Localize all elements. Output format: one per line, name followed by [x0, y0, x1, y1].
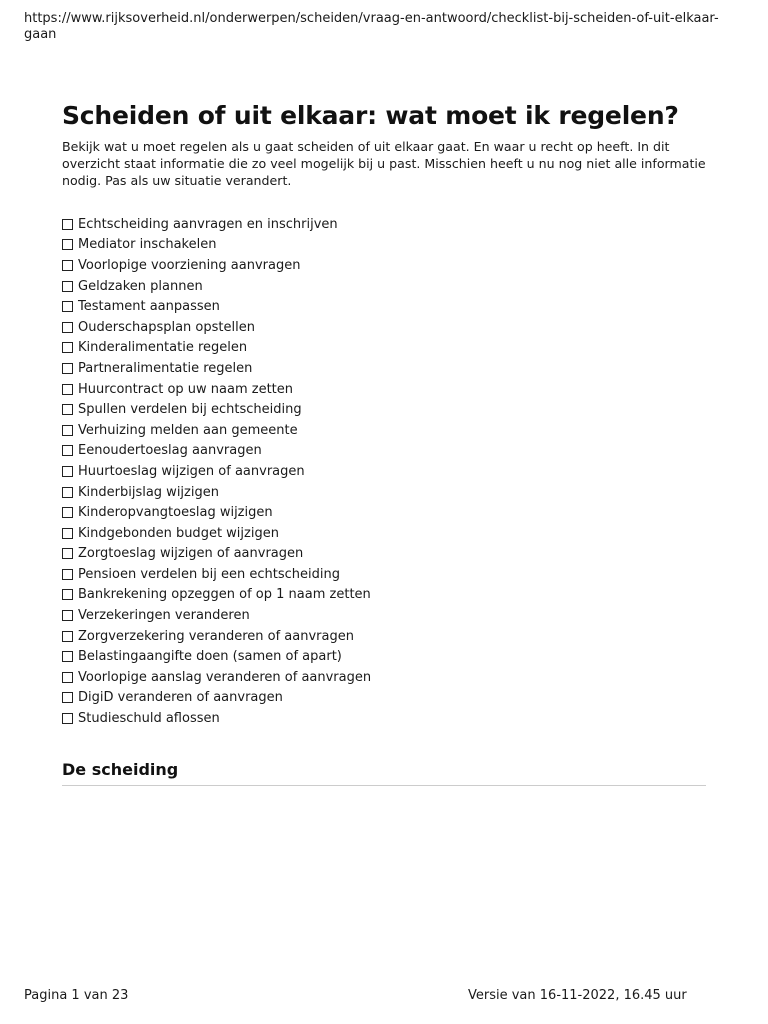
checklist-item-label: Studieschuld aflossen	[78, 711, 220, 727]
checklist-item-label: Eenoudertoeslag aanvragen	[78, 443, 262, 459]
checkbox-icon[interactable]	[62, 301, 73, 312]
checkbox-icon[interactable]	[62, 425, 73, 436]
checklist-item[interactable]	[62, 296, 706, 317]
checkbox-icon[interactable]	[62, 610, 73, 621]
checklist-item-label: Mediator inschakelen	[78, 237, 217, 253]
page-url: https://www.rijksoverheid.nl/onderwerpen/scheiden/vraag-en-antwoord/checklist-bij-scheiden-of-uit-elkaar-gaan	[24, 11, 719, 42]
checkbox-icon[interactable]	[62, 363, 73, 374]
checklist-item[interactable]	[62, 317, 706, 338]
checklist-item-label: Huurtoeslag wijzigen of aanvragen	[78, 463, 305, 479]
checkbox-icon[interactable]	[62, 281, 73, 292]
checklist-item-label: Geldzaken plannen	[78, 278, 203, 294]
page-title: Scheiden of uit elkaar: wat moet ik regelen?	[62, 101, 679, 130]
checklist-item[interactable]	[62, 235, 706, 256]
checklist-item[interactable]	[62, 605, 706, 626]
checkbox-icon[interactable]	[62, 322, 73, 333]
section-heading: De scheiding	[62, 759, 706, 786]
checklist-item-label: Kindgebonden budget wijzigen	[78, 525, 279, 541]
checklist-item[interactable]	[62, 688, 706, 709]
checklist-item[interactable]	[62, 523, 706, 544]
checkbox-icon[interactable]	[62, 589, 73, 600]
checklist-item-label: Partneralimentatie regelen	[78, 360, 253, 376]
checklist-item[interactable]	[62, 441, 706, 462]
checklist-item-label: Zorgverzekering veranderen of aanvragen	[78, 628, 354, 644]
checklist-item-label: Kinderopvangtoeslag wijzigen	[78, 505, 273, 521]
checkbox-icon[interactable]	[62, 631, 73, 642]
checklist-item-label: Bankrekening opzeggen of op 1 naam zetten	[78, 587, 371, 603]
checklist-item[interactable]	[62, 564, 706, 585]
checkbox-icon[interactable]	[62, 342, 73, 353]
checkbox-icon[interactable]	[62, 466, 73, 477]
checkbox-icon[interactable]	[62, 487, 73, 498]
checkbox-icon[interactable]	[62, 548, 73, 559]
checklist-item-label: Voorlopige aanslag veranderen of aanvragen	[78, 669, 372, 685]
checklist-item[interactable]	[62, 667, 706, 688]
checklist-item[interactable]	[62, 420, 706, 441]
checkbox-icon[interactable]	[62, 384, 73, 395]
checkbox-icon[interactable]	[62, 569, 73, 580]
checklist-item[interactable]	[62, 214, 706, 235]
checklist-item-label: Echtscheiding aanvragen en inschrijven	[78, 216, 338, 232]
version-info: Versie van 16-11-2022, 16.45 uur	[468, 988, 687, 1003]
checklist-item[interactable]	[62, 708, 706, 729]
checklist-item-label: Voorlopige voorziening aanvragen	[78, 257, 301, 273]
checklist	[62, 214, 706, 729]
checkbox-icon[interactable]	[62, 219, 73, 230]
checklist-item-label: Huurcontract op uw naam zetten	[78, 381, 294, 397]
checklist-item[interactable]	[62, 585, 706, 606]
checklist-item[interactable]	[62, 646, 706, 667]
main-content	[62, 100, 706, 786]
checklist-item-label: Testament aanpassen	[78, 299, 220, 315]
checklist-item-label: Zorgtoeslag wijzigen of aanvragen	[78, 546, 304, 562]
checklist-item[interactable]	[62, 276, 706, 297]
checklist-item[interactable]	[62, 338, 706, 359]
checkbox-icon[interactable]	[62, 260, 73, 271]
checklist-item[interactable]	[62, 461, 706, 482]
checklist-item-label: Ouderschapsplan opstellen	[78, 319, 255, 335]
checkbox-icon[interactable]	[62, 692, 73, 703]
checklist-item-label: Verhuizing melden aan gemeente	[78, 422, 298, 438]
checkbox-icon[interactable]	[62, 507, 73, 518]
checklist-item[interactable]	[62, 502, 706, 523]
checklist-item-label: DigiD veranderen of aanvragen	[78, 690, 283, 706]
checklist-item-label: Spullen verdelen bij echtscheiding	[78, 402, 302, 418]
checkbox-icon[interactable]	[62, 445, 73, 456]
checkbox-icon[interactable]	[62, 672, 73, 683]
checklist-item-label: Kinderalimentatie regelen	[78, 340, 248, 356]
checkbox-icon[interactable]	[62, 713, 73, 724]
checklist-item[interactable]	[62, 544, 706, 565]
checklist-item[interactable]	[62, 399, 706, 420]
checklist-item[interactable]	[62, 255, 706, 276]
checklist-item[interactable]	[62, 358, 706, 379]
checklist-item-label: Verzekeringen veranderen	[78, 608, 250, 624]
checkbox-icon[interactable]	[62, 239, 73, 250]
checklist-item[interactable]	[62, 626, 706, 647]
page-number: Pagina 1 van 23	[24, 988, 129, 1003]
checklist-item[interactable]	[62, 482, 706, 503]
checkbox-icon[interactable]	[62, 528, 73, 539]
checkbox-icon[interactable]	[62, 404, 73, 415]
intro-paragraph: Bekijk wat u moet regelen als u gaat scheiden of uit elkaar gaat. En waar u recht op heeft. In dit overzicht staat informatie die zo veel mogelijk bij u past. Misschien heeft u nu nog niet alle informatie nodig. Pas als uw situatie verandert.	[62, 139, 706, 188]
checklist-item-label: Pensioen verdelen bij een echtscheiding	[78, 566, 340, 582]
checklist-item[interactable]	[62, 379, 706, 400]
checklist-item-label: Kinderbijslag wijzigen	[78, 484, 219, 500]
checklist-item-label: Belastingaangifte doen (samen of apart)	[78, 649, 342, 665]
checkbox-icon[interactable]	[62, 651, 73, 662]
